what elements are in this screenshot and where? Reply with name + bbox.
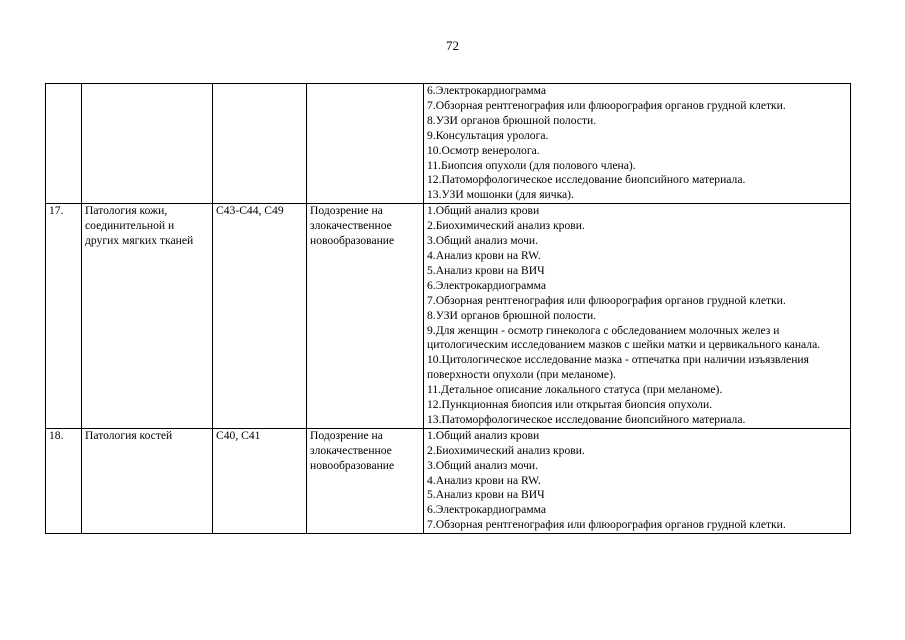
examination-table (45, 83, 851, 534)
exam-item: 7.Обзорная рентгенография или флюорография органов грудной клетки. (427, 98, 786, 112)
exam-item: 12.Патоморфологическое исследование биопсийного материала. (427, 173, 746, 187)
exam-item: 4.Анализ крови на RW. (427, 473, 541, 487)
exam-item: 4.Анализ крови на RW. (427, 248, 541, 262)
exam-item: 13.Патоморфологическое исследование биопсийного материала. (427, 412, 746, 426)
exam-item: 8.УЗИ органов брюшной полости. (427, 308, 597, 322)
table-row-18 (46, 428, 851, 533)
condition-cell: Подозрение на злокачественное новообразование (307, 204, 424, 429)
exam-item: 6.Электрокардиограмма (427, 278, 546, 292)
table-row-17 (46, 204, 851, 429)
row-number-cell: 18. (46, 428, 82, 533)
pathology-cell: Патология кожи, соединительной и других мягких тканей (82, 204, 213, 429)
exam-item: 1.Общий анализ крови (427, 204, 540, 218)
exam-item: 11.Детальное описание локального статуса (при меланоме). (427, 383, 723, 397)
page-number: 72 (446, 38, 459, 53)
icd-codes-cell: С40, С41 (213, 428, 307, 533)
condition-cell: Подозрение на злокачественное новообразование (307, 428, 424, 533)
icd-codes-cell (213, 84, 307, 204)
exam-item: 12.Пункционная биопсия или открытая биопсия опухоли. (427, 398, 713, 412)
exam-item: 1.Общий анализ крови (427, 428, 540, 442)
table-row-continuation (46, 84, 851, 204)
row-number-cell (46, 84, 82, 204)
condition-cell (307, 84, 424, 204)
examinations-cell (424, 428, 851, 533)
exam-item: 10.Осмотр венеролога. (427, 143, 540, 157)
pathology-cell: Патология костей (82, 428, 213, 533)
exam-item: 3.Общий анализ мочи. (427, 458, 539, 472)
exam-item: 2.Биохимический анализ крови. (427, 443, 585, 457)
exam-item: 7.Обзорная рентгенография или флюорография органов грудной клетки. (427, 518, 786, 532)
row-number-cell: 17. (46, 204, 82, 429)
exam-item: 9.Консультация уролога. (427, 128, 549, 142)
pathology-cell (82, 84, 213, 204)
examinations-cell (424, 84, 851, 204)
exam-item: 5.Анализ крови на ВИЧ (427, 263, 545, 277)
exam-item: 6.Электрокардиограмма (427, 503, 546, 517)
exam-item: 13.УЗИ мошонки (для яичка). (427, 188, 574, 202)
exam-item: 8.УЗИ органов брюшной полости. (427, 113, 597, 127)
exam-item: 6.Электрокардиограмма (427, 84, 546, 97)
exam-item: 10.Цитологическое исследование мазка - отпечатка при наличии изъязвления поверхности опухоли (при меланоме). (427, 353, 809, 382)
exam-item: 7.Обзорная рентгенография или флюорография органов грудной клетки. (427, 293, 786, 307)
exam-item: 2.Биохимический анализ крови. (427, 219, 585, 233)
examinations-cell (424, 204, 851, 429)
exam-item: 9.Для женщин - осмотр гинеколога с обследованием молочных желез и цитологическим исследованием мазков с шейки матки и цервикального канала. (427, 323, 821, 352)
exam-item: 11.Биопсия опухоли (для полового члена). (427, 158, 636, 172)
icd-codes-cell: С43-С44, С49 (213, 204, 307, 429)
exam-item: 5.Анализ крови на ВИЧ (427, 488, 545, 502)
exam-item: 3.Общий анализ мочи. (427, 234, 539, 248)
